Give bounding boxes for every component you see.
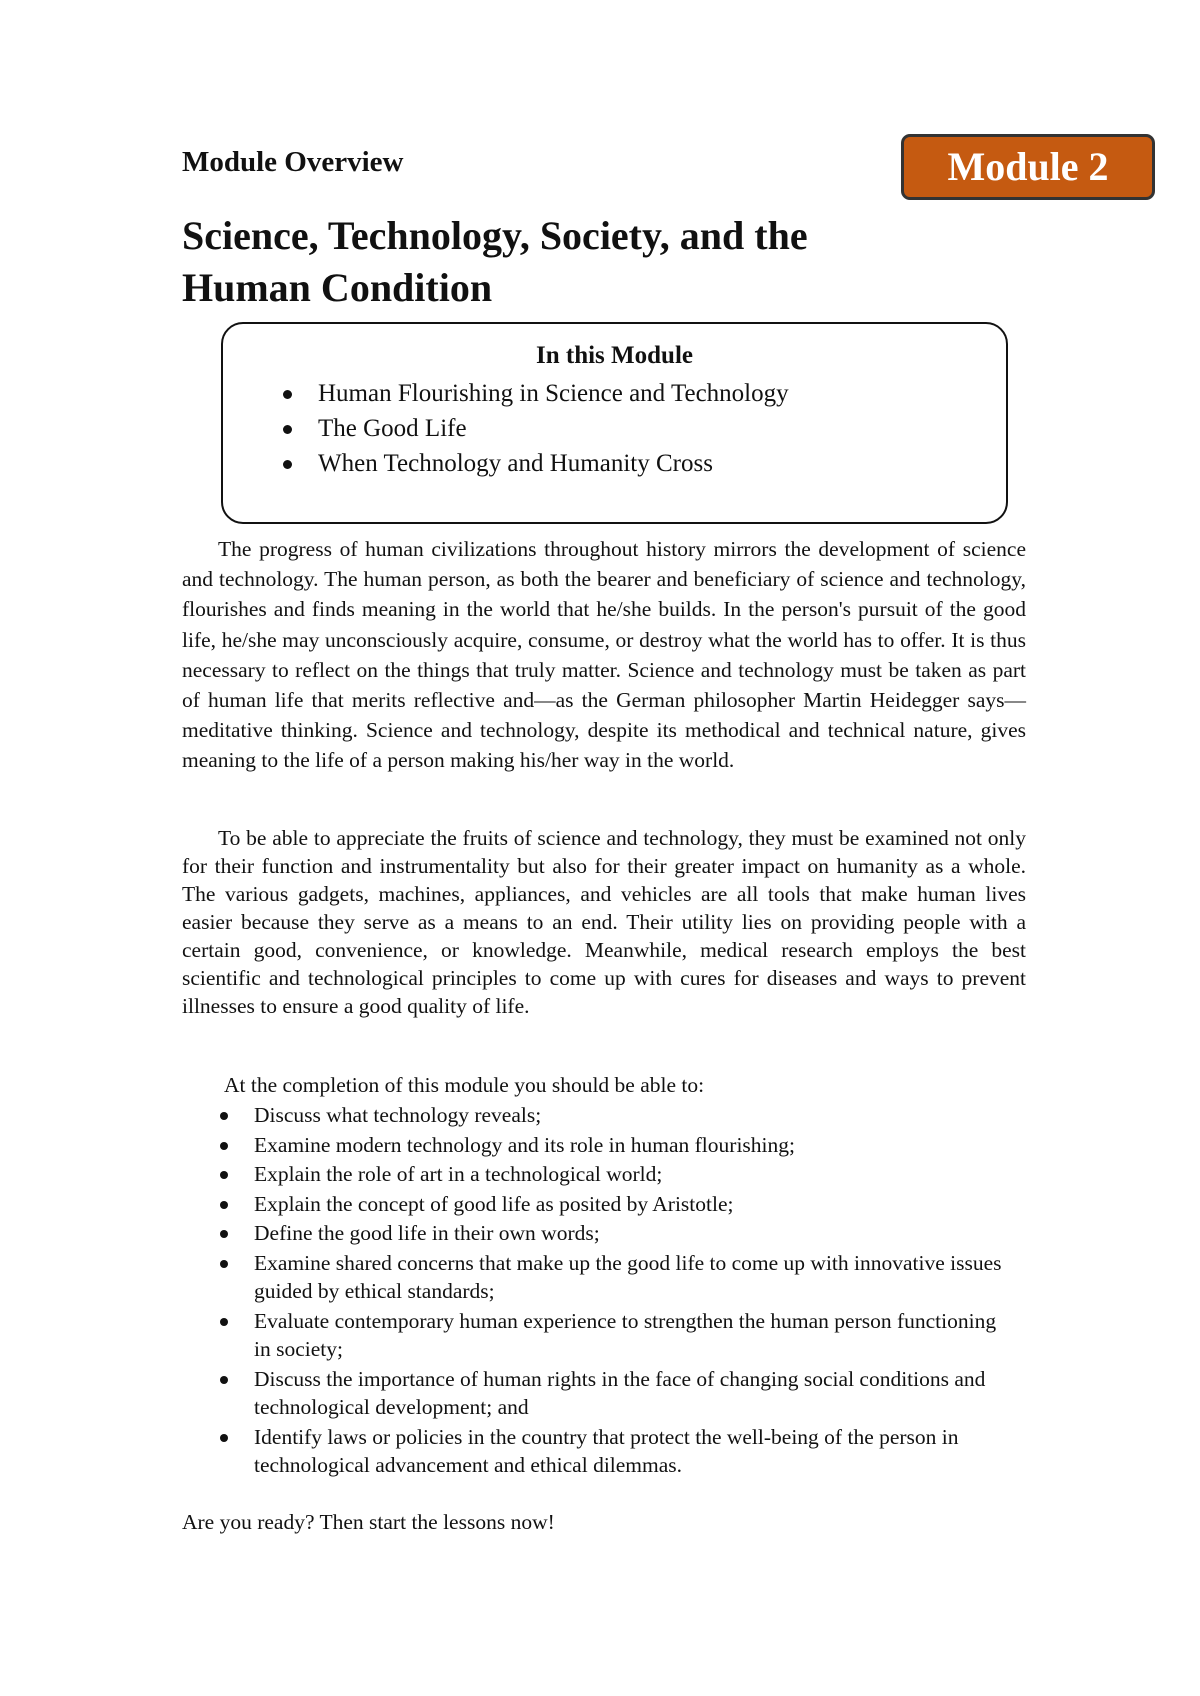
bullet-icon — [220, 1171, 228, 1179]
module-contents-item-label: Human Flourishing in Science and Technology — [318, 380, 789, 407]
module-contents-item — [281, 411, 789, 446]
objective-item — [182, 1190, 1002, 1219]
bullet-icon — [220, 1230, 228, 1238]
objective-text: Identify laws or policies in the country that protect the well-being of the person in technological advancement and ethical dilemmas. — [254, 1424, 959, 1477]
objective-text: Discuss the importance of human rights in the face of changing social conditions and technological development; and — [254, 1366, 986, 1419]
objective-text: Explain the role of art in a technological world; — [254, 1162, 663, 1186]
bullet-icon — [283, 390, 292, 399]
objective-item — [182, 1365, 1002, 1422]
module-contents-item-label: The Good Life — [318, 415, 467, 442]
objective-item — [182, 1160, 1002, 1189]
module-contents-box — [221, 322, 1008, 524]
objective-item — [182, 1249, 1002, 1306]
module-number-badge: Module 2 — [901, 134, 1155, 200]
bullet-icon — [283, 460, 292, 469]
intro-paragraph: The progress of human civilizations throughout history mirrors the development of science and technology. The human person, as both the bearer and beneficiary of science and technology, flourishes and finds meaning in the world that he/she builds. In the person's pursuit of the good life, he/she may unconsciously acquire, consume, or destroy what the world has to offer. It is thus necessary to reflect on the things that truly matter. Science and technology must be taken as part of human life that merits reflective and—as the German philosopher Martin Heidegger says—meditative thinking. Science and technology, despite its methodical and technical nature, gives meaning to the life of a person making his/her way in the world. — [182, 537, 1026, 773]
objective-item — [182, 1131, 1002, 1160]
bullet-icon — [220, 1112, 228, 1120]
objective-text: Discuss what technology reveals; — [254, 1103, 542, 1127]
closing-line: Are you ready? Then start the lessons now! — [182, 1510, 555, 1534]
objective-item — [182, 1219, 1002, 1248]
bullet-icon — [220, 1318, 228, 1326]
module-contents-item-label: When Technology and Humanity Cross — [318, 450, 713, 477]
module-overview-label: Module Overview — [182, 146, 404, 178]
module-contents-heading: In this Module — [536, 342, 693, 369]
objectives-intro: At the completion of this module you should be able to: — [224, 1073, 705, 1097]
objective-text: Evaluate contemporary human experience to strengthen the human person functioning in society; — [254, 1308, 997, 1361]
objective-text: Explain the concept of good life as posited by Aristotle; — [254, 1191, 734, 1216]
objective-text: Examine modern technology and its role in human flourishing; — [254, 1132, 795, 1157]
second-paragraph: To be able to appreciate the fruits of science and technology, they must be examined not only for their function and instrumentality but also for their greater impact on humanity as a whole. The various gadgets, machines, appliances, and vehicles are all tools that make human lives easier because they serve as a means to an end. Their utility lies on providing people with a certain good, convenience, or knowledge. Meanwhile, medical research employs the best scientific and technological principles to come up with cures for diseases and ways to prevent illnesses to ensure a good quality of life. — [182, 826, 1026, 1018]
bullet-icon — [220, 1376, 228, 1384]
bullet-icon — [220, 1201, 228, 1209]
module-title: Science, Technology, Society, and the Human Condition — [182, 213, 808, 310]
bullet-icon — [283, 425, 292, 434]
bullet-icon — [220, 1434, 228, 1442]
bullet-icon — [220, 1260, 228, 1268]
objective-text: Examine shared concerns that make up the good life to come up with innovative issues guided by ethical standards; — [254, 1250, 1002, 1303]
objective-item — [182, 1101, 1002, 1130]
module-contents-item — [281, 446, 789, 481]
module-contents-item — [281, 376, 789, 411]
objective-text: Define the good life in their own words; — [254, 1221, 600, 1245]
objectives-list — [182, 1101, 1002, 1481]
objective-item — [182, 1307, 1002, 1364]
objective-item — [182, 1423, 1002, 1480]
bullet-icon — [220, 1142, 228, 1150]
module-contents-list — [281, 376, 789, 481]
